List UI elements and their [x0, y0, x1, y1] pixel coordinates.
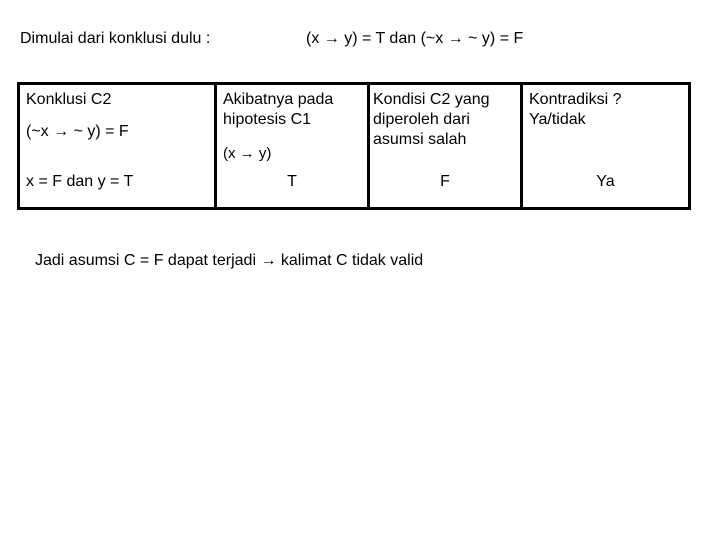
table-right-border [688, 82, 691, 210]
col2-title: Akibatnya pada hipotesis C1 [223, 91, 334, 128]
col1-title: Konklusi C2 [26, 91, 112, 108]
col4-value: Ya [596, 173, 615, 190]
table-bottom-border [17, 207, 691, 210]
table-top-border [17, 82, 691, 85]
col2-formula: (x → y) [223, 145, 272, 162]
col1-formula: (~x → ~ y) = F [26, 123, 129, 140]
col3-value: F [440, 173, 450, 190]
col4-title: Kontradiksi ? Ya/tidak [529, 91, 622, 128]
premise-formula: (x → y) = T dan (~x → ~ y) = F [306, 30, 524, 47]
conclusion-text: Jadi asumsi C = F dapat terjadi → kalimat C tidak valid [35, 252, 424, 269]
col1-value: x = F dan y = T [26, 173, 134, 190]
col2-value: T [287, 173, 297, 190]
intro-text: Dimulai dari konklusi dulu : [20, 30, 211, 47]
col3-title: Kondisi C2 yang diperoleh dari asumsi salah [373, 91, 490, 148]
table-left-border [17, 82, 20, 210]
